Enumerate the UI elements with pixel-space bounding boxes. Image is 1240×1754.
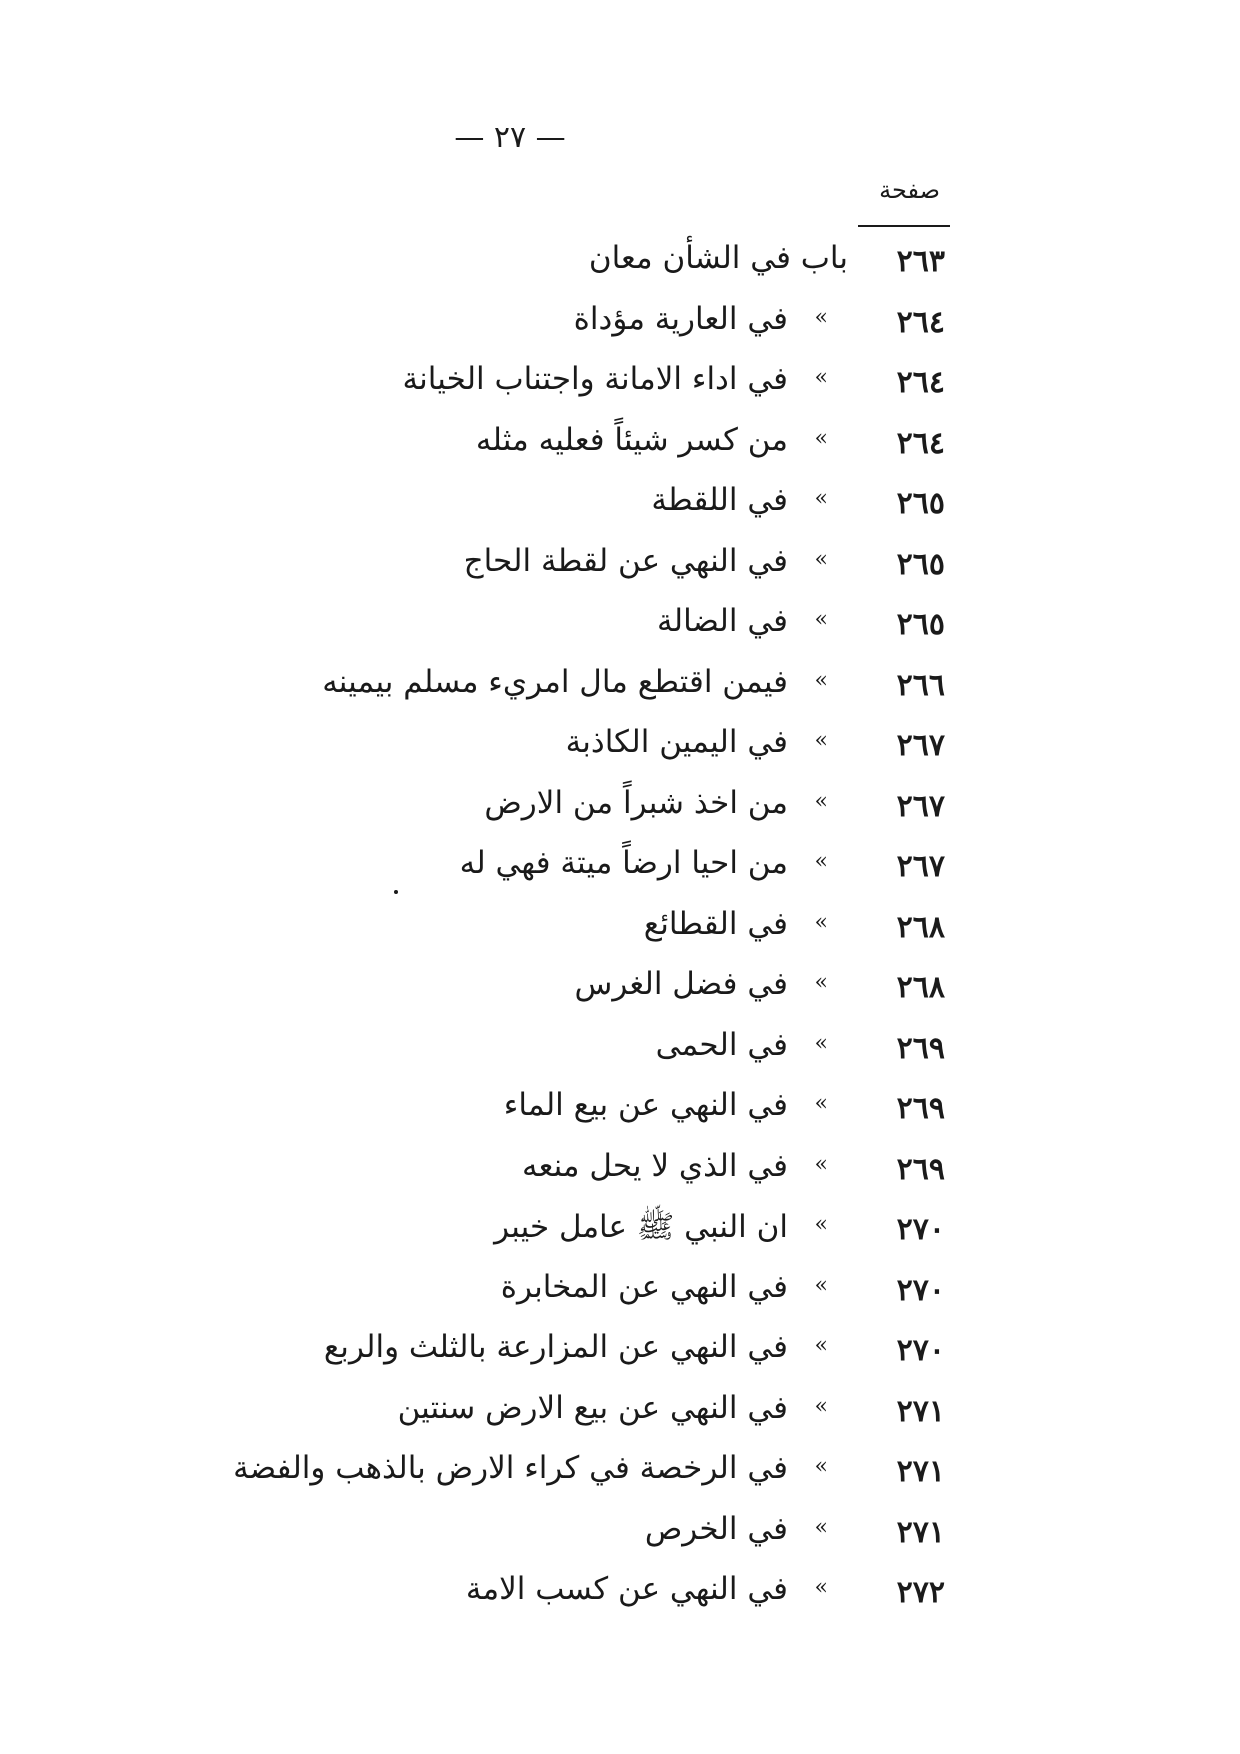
toc-entry (0, 1204, 1240, 1265)
toc-entry (0, 297, 1240, 358)
page-number: — ٢٧ — (454, 120, 566, 155)
toc-entry-page: ٢٦٤ (896, 304, 945, 340)
toc-entry-page: ٢٦٧ (896, 788, 945, 824)
toc-entry-title: من اخذ شبراً من الارض (484, 784, 788, 821)
toc-entry-page: ٢٧٠ (896, 1212, 945, 1247)
toc-entry-ditto-mark: » (814, 1091, 828, 1116)
toc-entry (0, 781, 1240, 842)
toc-entry (0, 1144, 1240, 1205)
toc-entry-ditto-mark: » (814, 304, 828, 330)
toc-entry-title: في اللقطة (651, 482, 788, 518)
toc-entry (0, 418, 1240, 479)
toc-entry (0, 478, 1240, 539)
toc-entry-page: ٢٦٧ (896, 849, 945, 884)
toc-entry-title: في النهي عن بيع الارض سنتين (397, 1389, 788, 1426)
toc-entry (0, 1507, 1240, 1568)
toc-entry-title: في النهي عن لقطة الحاج (463, 542, 788, 579)
toc-entry-ditto-mark: » (814, 970, 828, 995)
toc-entry-ditto-mark: » (814, 546, 828, 572)
toc-entry-title: باب في الشأن معان (588, 240, 848, 276)
toc-entry-ditto-mark: » (814, 1030, 828, 1056)
toc-entry-title: في الرخصة في كراء الارض بالذهب والفضة (233, 1450, 788, 1486)
toc-entry (0, 1567, 1240, 1628)
toc-entry-title: من احيا ارضاً ميتة فهي له (459, 845, 788, 881)
toc-entry-title: في النهي عن المخابرة (500, 1268, 788, 1305)
toc-entry-page: ٢٧٢ (896, 1575, 945, 1610)
toc-entry-title: في القطائع (643, 905, 788, 942)
toc-entry-ditto-mark: » (814, 1393, 828, 1419)
toc-entry-page: ٢٦٩ (896, 1091, 945, 1126)
toc-entry-title: في الضالة (657, 603, 788, 639)
toc-entry-page: ٢٦٨ (896, 909, 945, 945)
toc-entry-title: في الخرص (644, 1510, 788, 1547)
toc-entry-page: ٢٧١ (896, 1393, 945, 1429)
table-of-contents (0, 236, 1240, 1628)
toc-entry-page: ٢٧١ (896, 1454, 945, 1489)
toc-entry-page: ٢٦٥ (896, 486, 945, 521)
toc-entry-ditto-mark: » (814, 365, 828, 390)
toc-entry-page: ٢٦٣ (896, 244, 945, 279)
toc-entry-title: ان النبي ﷺ عامل خيبر (494, 1209, 788, 1245)
toc-entry-page: ٢٦٧ (896, 728, 945, 763)
toc-entry-ditto-mark: » (814, 1212, 828, 1237)
toc-entry-page: ٢٦٩ (896, 1030, 945, 1066)
toc-entry-title: في النهي عن المزارعة بالثلث والربع (323, 1329, 788, 1365)
toc-entry (0, 1325, 1240, 1386)
toc-entry-ditto-mark: » (814, 1272, 828, 1298)
toc-entry-title: من كسر شيئاً فعليه مثله (475, 421, 788, 458)
toc-entry-page: ٢٦٤ (896, 425, 945, 461)
toc-entry-title: في فضل الغرس (574, 966, 788, 1002)
toc-entry-page: ٢٦٦ (896, 667, 945, 703)
toc-entry-page: ٢٧١ (896, 1514, 945, 1550)
toc-entry-ditto-mark: » (814, 728, 828, 753)
toc-entry-title: في العارية مؤداة (573, 300, 788, 337)
toc-entry-title: في النهي عن بيع الماء (503, 1087, 788, 1123)
toc-entry-page: ٢٦٨ (896, 970, 945, 1005)
toc-entry-title: فيمن اقتطع مال امريء مسلم بيمينه (322, 663, 788, 700)
toc-entry (0, 1265, 1240, 1326)
toc-entry-ditto-mark: » (814, 667, 828, 693)
toc-entry-title: في النهي عن كسب الامة (465, 1571, 788, 1607)
toc-entry (0, 599, 1240, 660)
toc-entry-title: في الذي لا يحل منعه (522, 1147, 788, 1184)
toc-entry-ditto-mark: » (814, 1514, 828, 1540)
toc-entry-ditto-mark: » (814, 788, 828, 814)
toc-entry-ditto-mark: » (814, 1454, 828, 1479)
toc-entry-page: ٢٦٥ (896, 607, 945, 642)
toc-entry-ditto-mark: » (814, 1151, 828, 1177)
toc-entry-page: ٢٧٠ (896, 1333, 945, 1368)
toc-entry (0, 962, 1240, 1023)
toc-entry-page: ٢٦٥ (896, 546, 945, 582)
toc-entry (0, 539, 1240, 600)
toc-entry-ditto-mark: » (814, 607, 828, 632)
toc-entry (0, 660, 1240, 721)
toc-entry (0, 902, 1240, 963)
toc-entry-title: في اليمين الكاذبة (565, 724, 788, 760)
toc-entry (0, 1446, 1240, 1507)
toc-entry (0, 720, 1240, 781)
toc-entry-ditto-mark: » (814, 849, 828, 874)
toc-entry (0, 357, 1240, 418)
toc-entry-page: ٢٦٤ (896, 365, 945, 400)
toc-entry-title: في اداء الامانة واجتناب الخيانة (402, 361, 788, 397)
toc-entry (0, 1023, 1240, 1084)
toc-entry-ditto-mark: » (814, 425, 828, 451)
toc-entry-ditto-mark: » (814, 486, 828, 511)
toc-entry-ditto-mark: » (814, 1575, 828, 1600)
toc-entry-title: في الحمى (655, 1026, 788, 1063)
toc-entry-page: ٢٦٩ (896, 1151, 945, 1187)
toc-entry (0, 236, 1240, 297)
toc-entry (0, 841, 1240, 902)
toc-entry-ditto-mark: » (814, 1333, 828, 1358)
column-header: صفحة (879, 176, 940, 204)
toc-entry-page: ٢٧٠ (896, 1272, 945, 1308)
toc-entry (0, 1386, 1240, 1447)
toc-entry (0, 1083, 1240, 1144)
column-header-rule (858, 225, 950, 227)
toc-entry-ditto-mark: » (814, 909, 828, 935)
